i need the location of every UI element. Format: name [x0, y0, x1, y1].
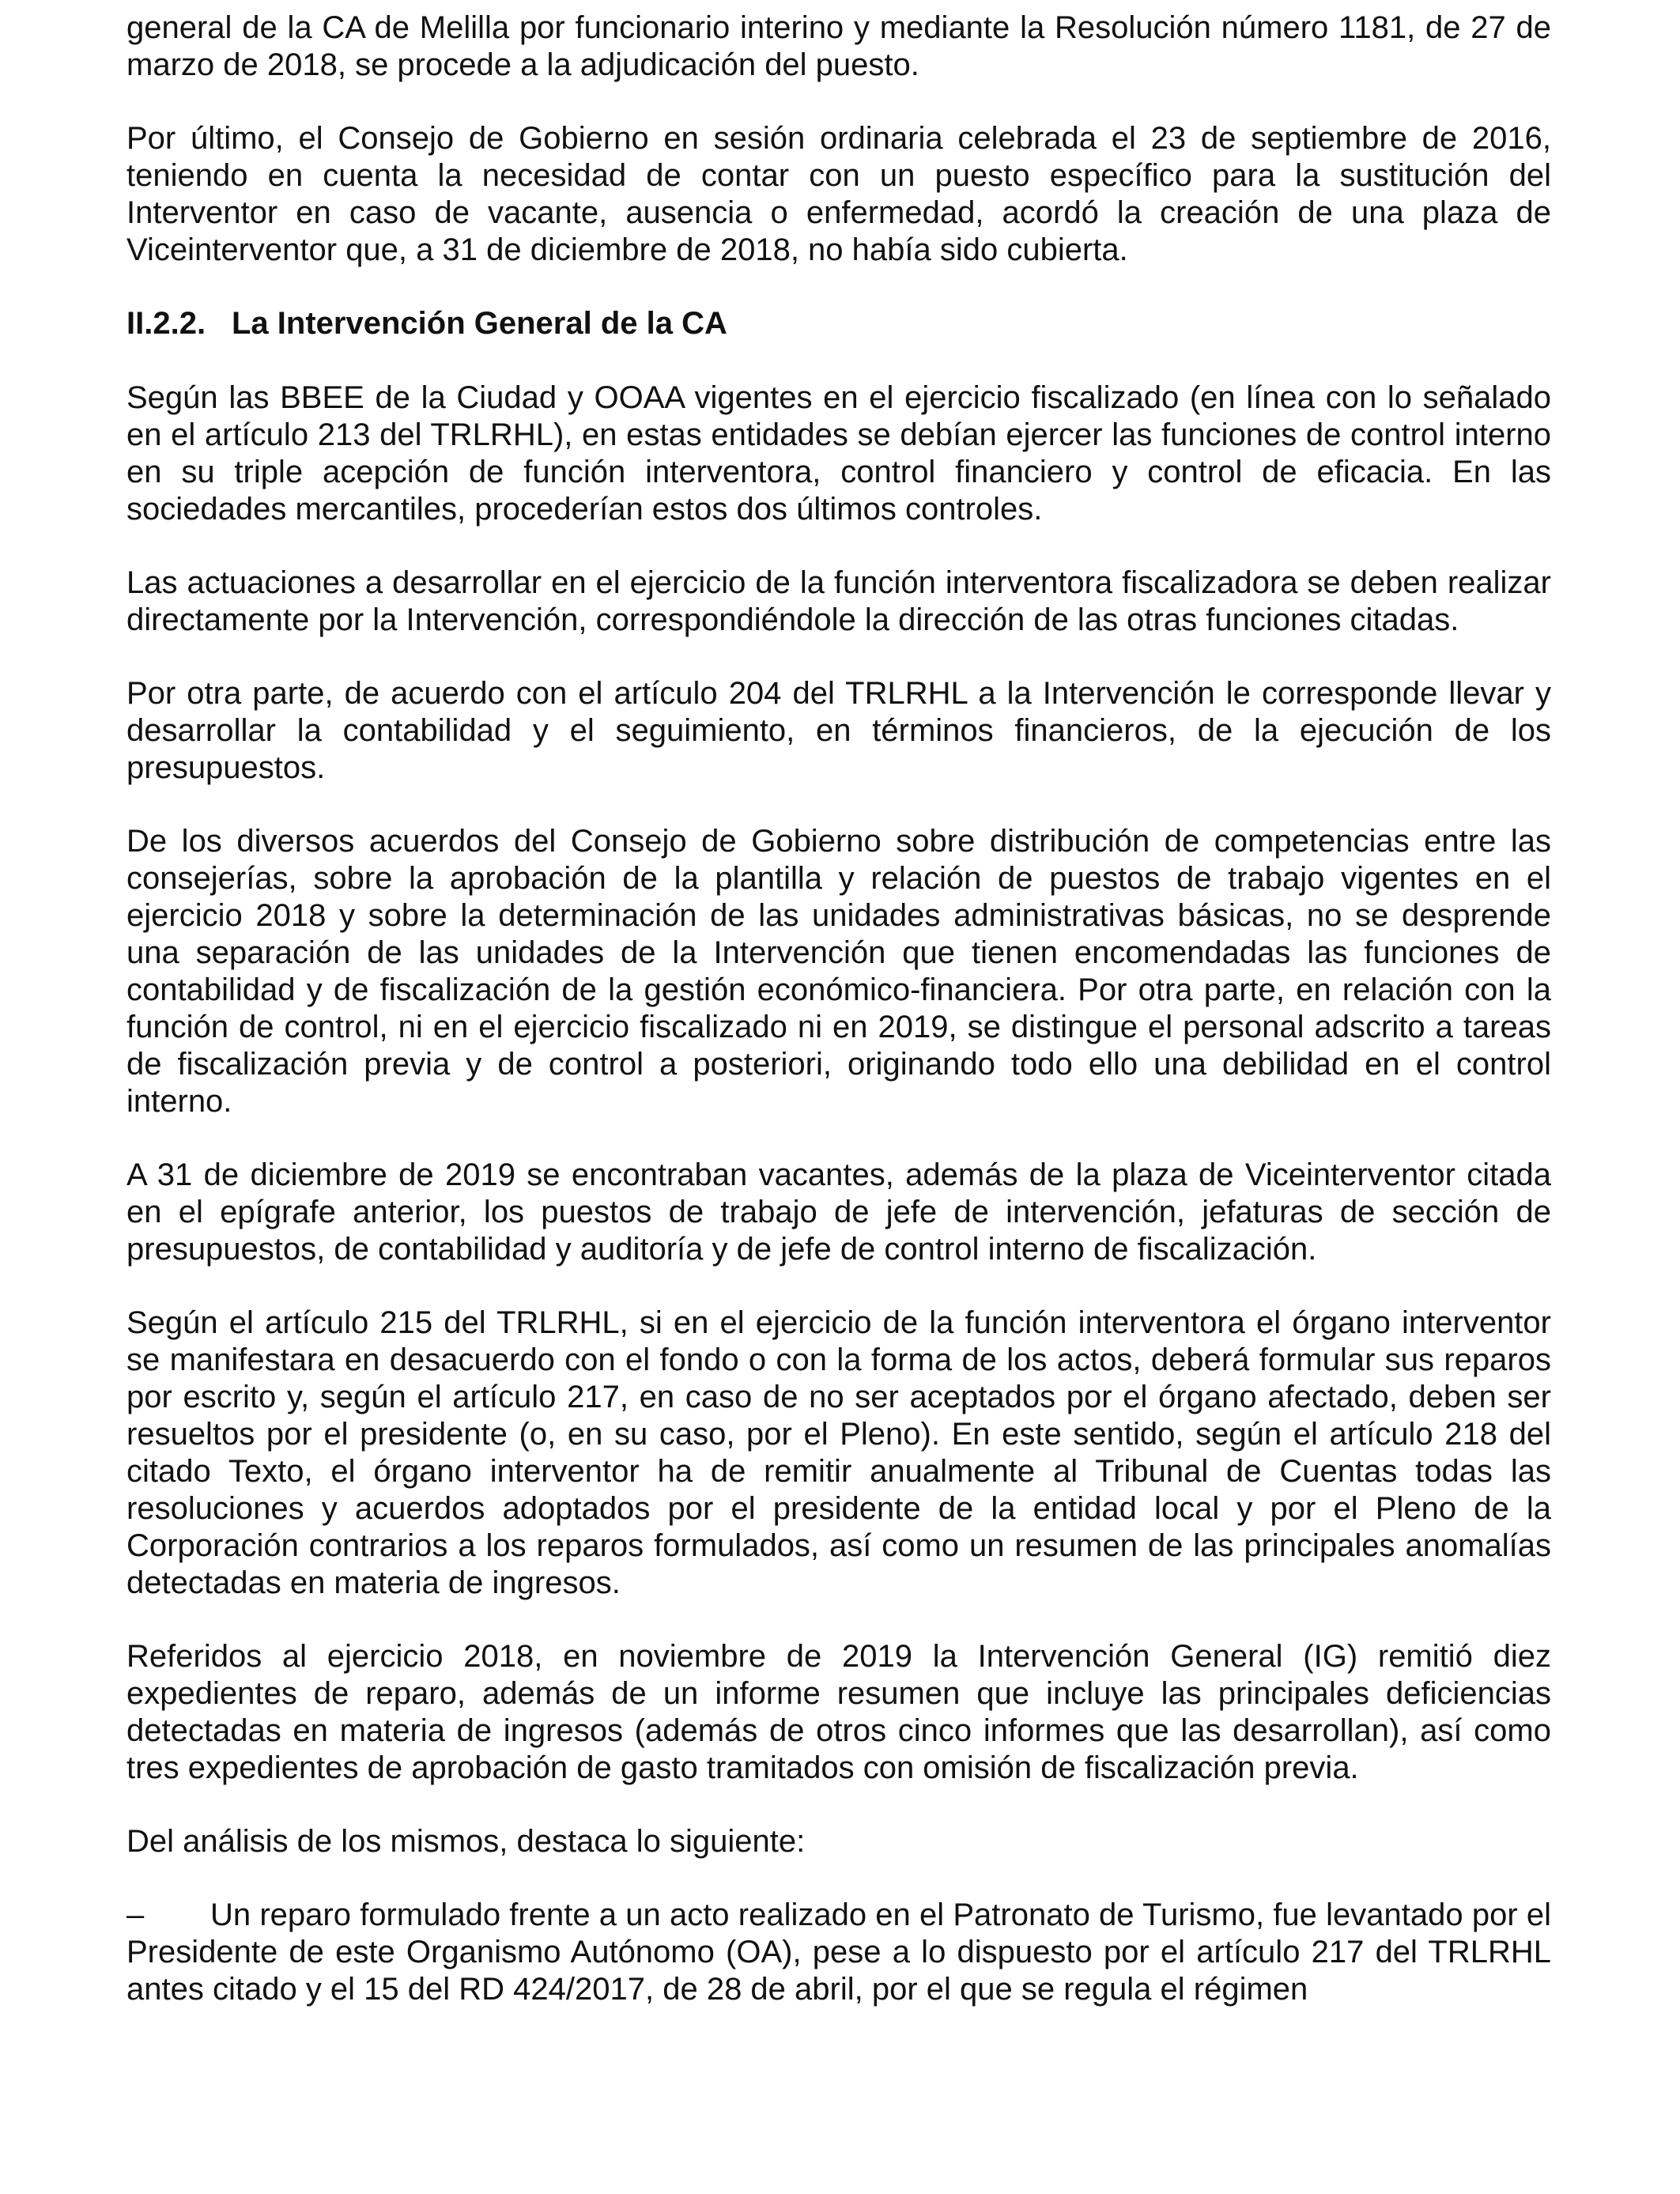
section-heading [126, 305, 1551, 342]
paragraph: Del análisis de los mismos, destaca lo siguiente: [126, 1824, 806, 1859]
bullet-item [126, 1897, 1551, 2008]
paragraph: Las actuaciones a desarrollar en el ejercicio de la función interventora fiscalizadora se deben realizar directamente por la Intervención, correspondiéndole la dirección de las otras funciones citadas. [126, 565, 1551, 637]
paragraph: A 31 de diciembre de 2019 se encontraban vacantes, además de la plaza de Viceinterventor citada en el epígrafe anterior, los puestos de trabajo de jefe de intervención, jefaturas de sección de presupuestos, de contabilidad y auditoría y de jefe de control interno de fiscalización. [126, 1157, 1551, 1267]
paragraph: Referidos al ejercicio 2018, en noviembre de 2019 la Intervención General (IG) remitió diez expedientes de reparo, además de un informe resumen que incluye las principales deficiencias detectadas en materia de ingresos (además de otros cinco informes que las desarrollan), así como tres expedientes de aprobación de gasto tramitados con omisión de fiscalización previa. [126, 1639, 1551, 1785]
section-number: II.2.2. [126, 306, 206, 341]
document-page [126, 9, 1551, 2008]
paragraph: Según las BBEE de la Ciudad y OOAA vigentes en el ejercicio fiscalizado (en línea con lo señalado en el artículo 213 del TRLRHL), en estas entidades se debían ejercer las funciones de control interno en su triple acepción de función interventora, control financiero y control de eficacia. En las sociedades mercantiles, procederían estos dos últimos controles. [126, 380, 1551, 527]
paragraph: general de la CA de Melilla por funcionario interino y mediante la Resolución número 1181, de 27 de marzo de 2018, se procede a la adjudicación del puesto. [126, 10, 1551, 82]
bullet-marker: – [126, 1898, 145, 1932]
paragraph: De los diversos acuerdos del Consejo de Gobierno sobre distribución de competencias entre las consejerías, sobre la aprobación de la plantilla y relación de puestos de trabajo vigentes en el ejercicio 2018 y sobre la determinación de las unidades administrativas básicas, no se desprende una separación de las unidades de la Intervención que tienen encomendadas las funciones de contabilidad y de fiscalización de la gestión económico-financiera. Por otra parte, en relación con la función de control, ni en el ejercicio fiscalizado ni en 2019, se distingue el personal adscrito a tareas de fiscalización previa y de control a posteriori, originando todo ello una debilidad en el control interno. [126, 824, 1551, 1119]
bullet-text: Un reparo formulado frente a un acto realizado en el Patronato de Turismo, fue levantado por el Presidente de este Organismo Autónomo (OA), pese a lo dispuesto por el artículo 217 del TRLRHL antes citado y el 15 del RD 424/2017, de 28 de abril, por el que se regula el régimen [126, 1898, 1551, 2007]
section-title: La Intervención General de la CA [232, 306, 727, 341]
paragraph: Por último, el Consejo de Gobierno en sesión ordinaria celebrada el 23 de septiembre de 2016, teniendo en cuenta la necesidad de contar con un puesto específico para la sustitución del Interventor en caso de vacante, ausencia o enfermedad, acordó la creación de una plaza de Viceinterventor que, a 31 de diciembre de 2018, no había sido cubierta. [126, 121, 1551, 267]
paragraph: Por otra parte, de acuerdo con el artículo 204 del TRLRHL a la Intervención le corresponde llevar y desarrollar la contabilidad y el seguimiento, en términos financieros, de la ejecución de los presupuestos. [126, 676, 1551, 785]
paragraph: Según el artículo 215 del TRLRHL, si en el ejercicio de la función interventora el órgano interventor se manifestara en desacuerdo con el fondo o con la forma de los actos, deberá formular sus reparos por escrito y, según el artículo 217, en caso de no ser aceptados por el órgano afectado, deben ser resueltos por el presidente (o, en su caso, por el Pleno). En este sentido, según el artículo 218 del citado Texto, el órgano interventor ha de remitir anualmente al Tribunal de Cuentas todas las resoluciones y acuerdos adoptados por el presidente de la entidad local y por el Pleno de la Corporación contrarios a los reparos formulados, así como un resumen de las principales anomalías detectadas en materia de ingresos. [126, 1305, 1551, 1600]
